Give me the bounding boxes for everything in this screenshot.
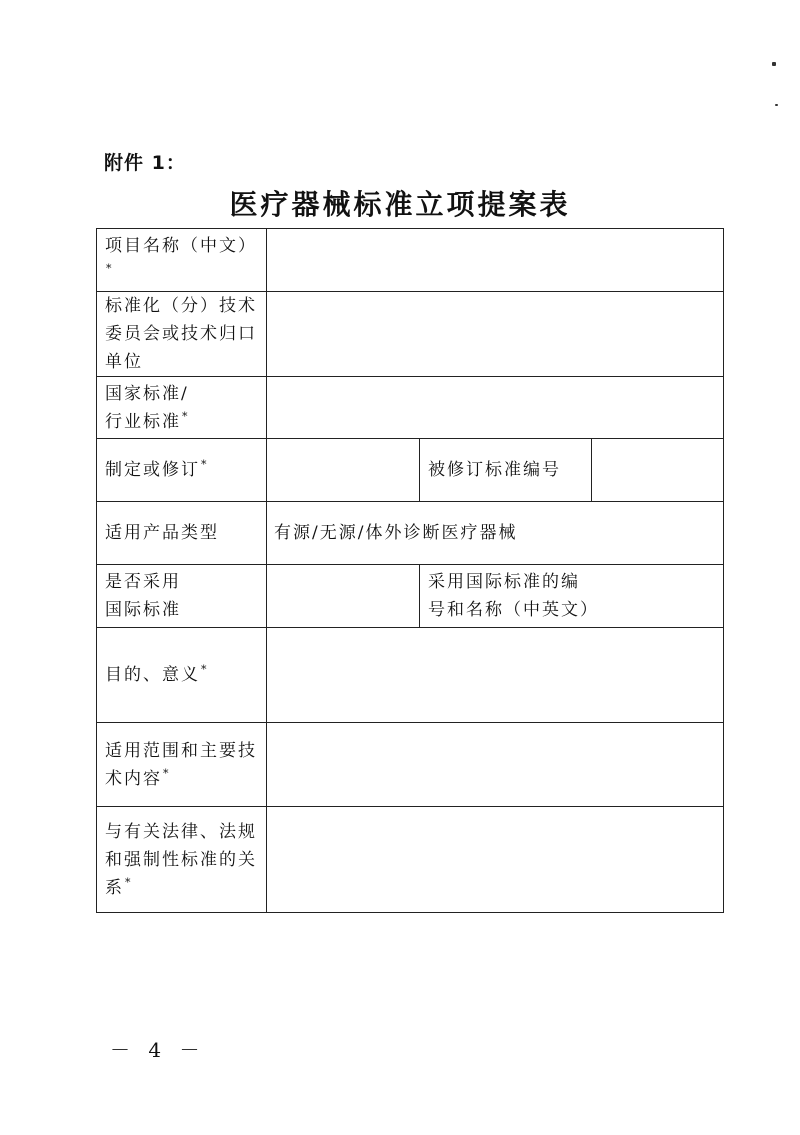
tech-committee-field[interactable] <box>267 292 724 377</box>
table-row <box>97 502 724 565</box>
attachment-label: 附件 1： <box>104 152 186 174</box>
adopt-intl-field[interactable] <box>267 565 420 628</box>
table-row <box>97 807 724 913</box>
product-type-value[interactable]: 有源/无源/体外诊断医疗器械 <box>267 502 724 565</box>
intl-std-name-label: 采用国际标准的编号和名称（中英文） <box>420 565 724 628</box>
product-type-label: 适用产品类型 <box>97 502 267 565</box>
standard-level-label: 国家标准/ 行业标准* <box>97 377 267 439</box>
table-row <box>97 439 724 502</box>
page-title: 医疗器械标准立项提案表 <box>229 188 571 221</box>
project-name-field[interactable] <box>267 229 724 292</box>
table-row <box>97 292 724 377</box>
project-name-label: 项目名称（中文）* <box>97 229 267 292</box>
standard-level-field[interactable] <box>267 377 724 439</box>
scope-field[interactable] <box>267 723 724 807</box>
legal-relation-label: 与有关法律、法规和强制性标准的关系* <box>97 807 267 913</box>
purpose-label: 目的、意义* <box>97 628 267 723</box>
purpose-field[interactable] <box>267 628 724 723</box>
table-row <box>97 723 724 807</box>
establish-revise-label: 制定或修订* <box>97 439 267 502</box>
revised-standard-no-label: 被修订标准编号 <box>420 439 592 502</box>
tech-committee-label: 标准化（分）技术委员会或技术归口单位 <box>97 292 267 377</box>
legal-relation-field[interactable] <box>267 807 724 913</box>
revised-standard-no-field[interactable] <box>592 439 724 502</box>
page-number: － 4 － <box>110 1038 206 1062</box>
scan-mark <box>772 62 776 66</box>
table-row <box>97 229 724 292</box>
table-row <box>97 565 724 628</box>
proposal-form-table <box>96 228 724 913</box>
scope-label: 适用范围和主要技术内容* <box>97 723 267 807</box>
table-row <box>97 377 724 439</box>
table-row <box>97 628 724 723</box>
establish-revise-field[interactable] <box>267 439 420 502</box>
scan-mark <box>775 104 778 106</box>
adopt-intl-label: 是否采用 国际标准 <box>97 565 267 628</box>
